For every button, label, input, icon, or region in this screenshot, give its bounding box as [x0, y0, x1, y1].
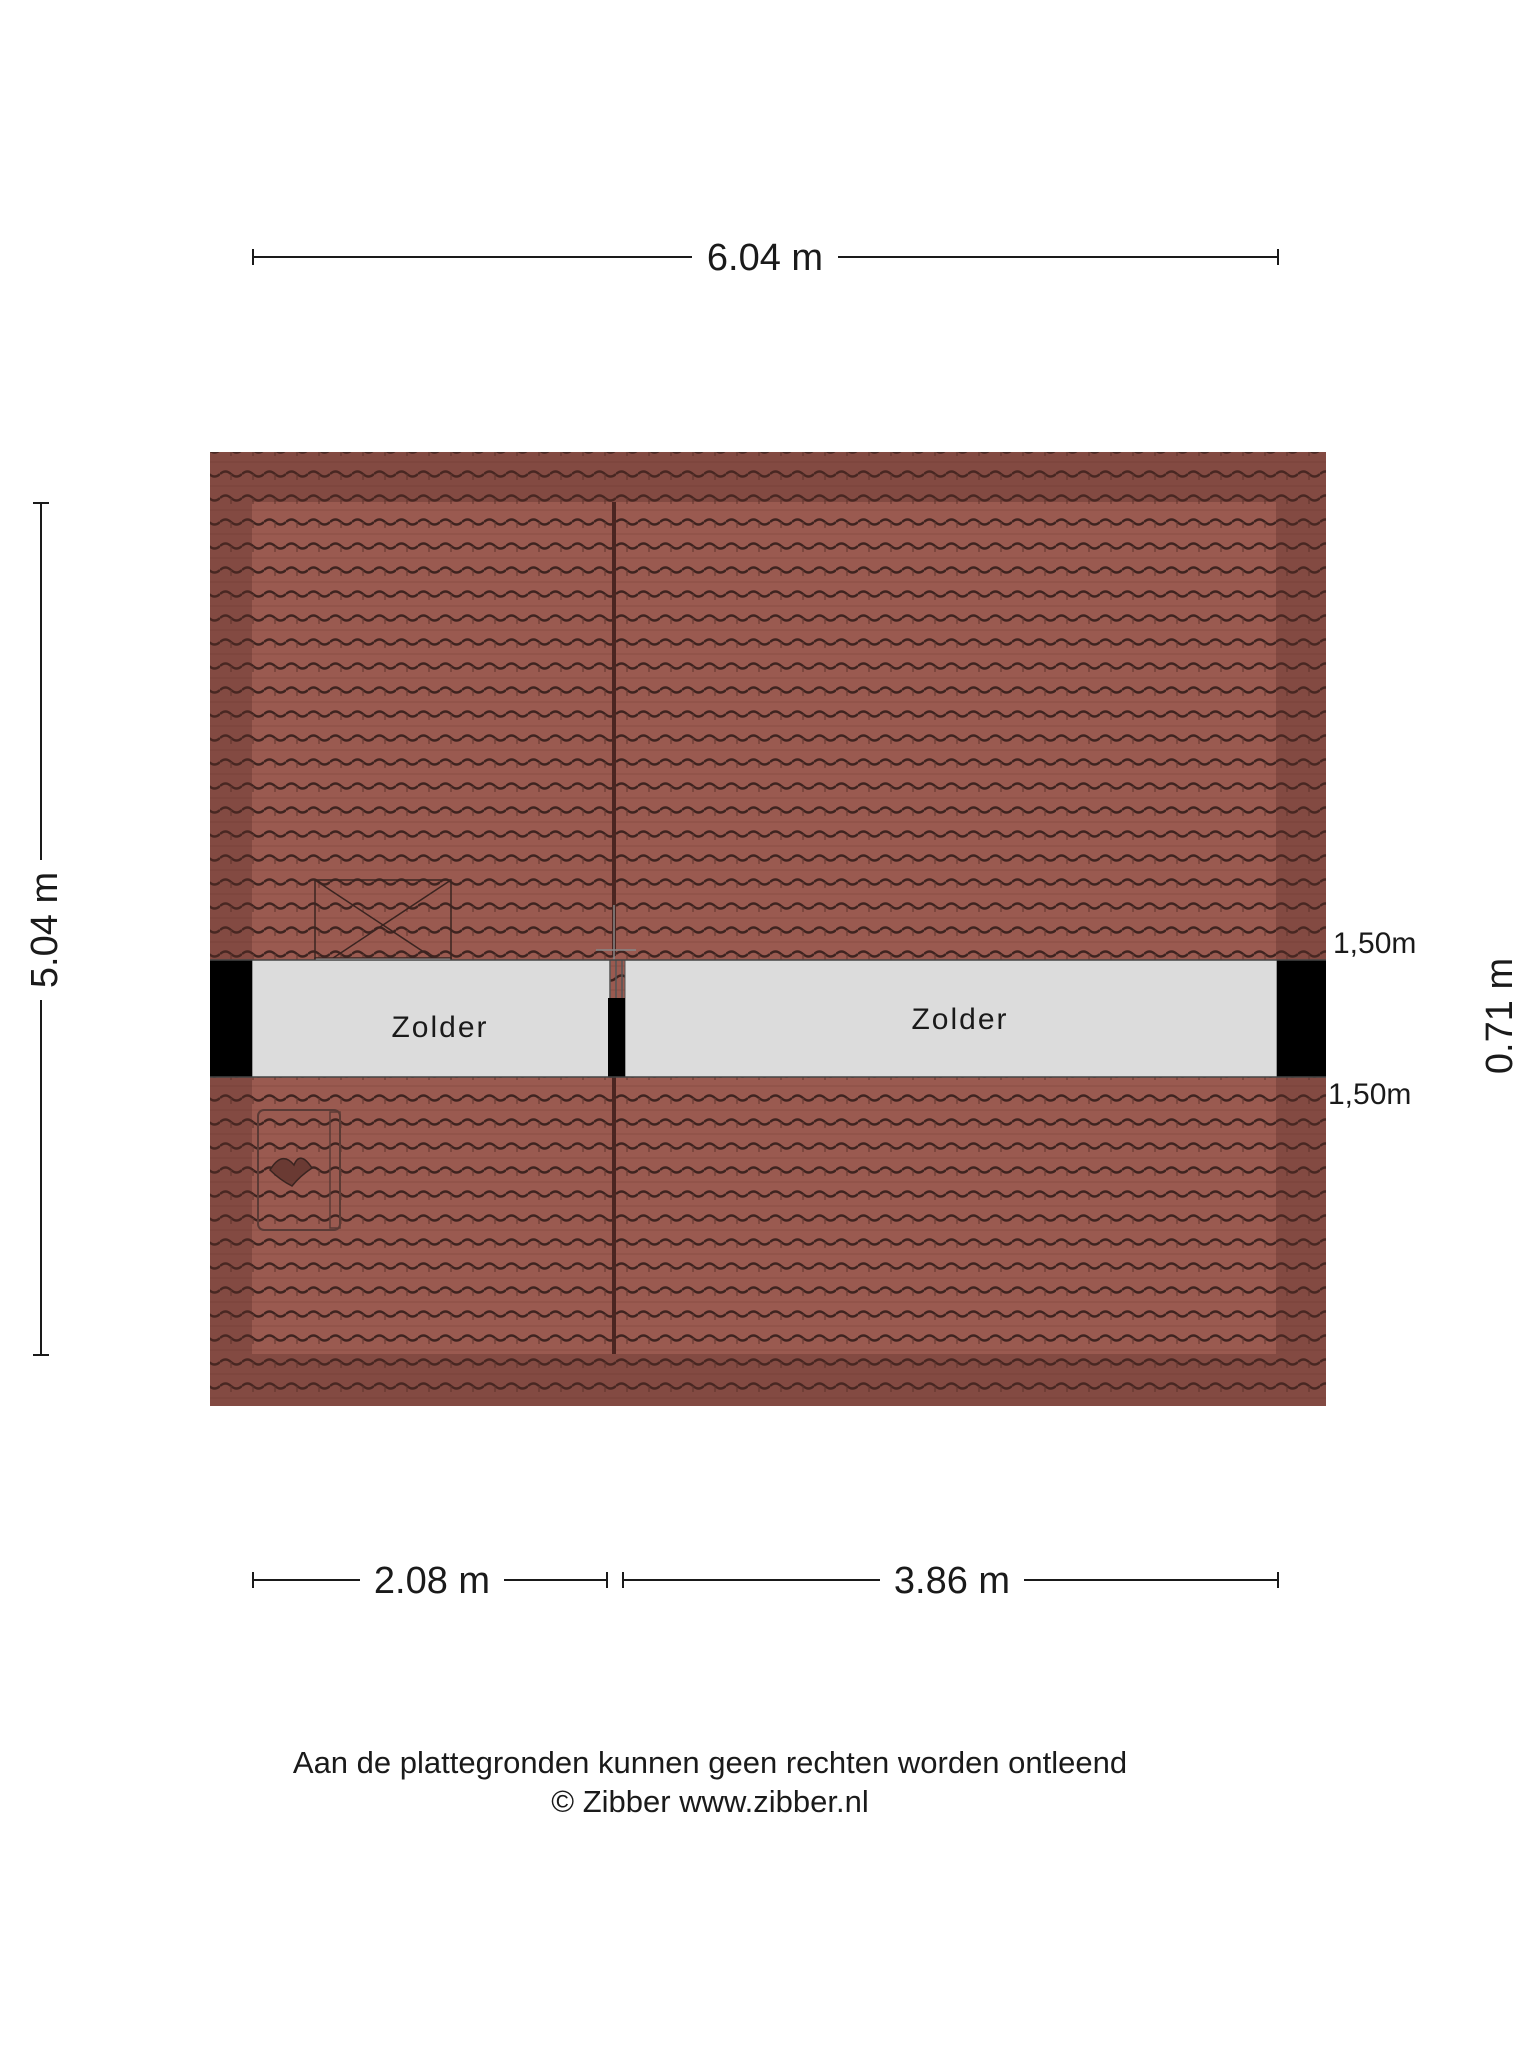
- dimension-bottom-right-label: 3.86 m: [893, 1560, 1011, 1602]
- copyright-text: © Zibber www.zibber.nl: [551, 1784, 869, 1819]
- dimension-bottom-left-label: 2.08 m: [373, 1560, 491, 1602]
- dimension-top-label: 6.04 m: [706, 237, 824, 279]
- dimension-top: [253, 237, 1278, 279]
- roof-edge-band-right: [1276, 502, 1326, 1354]
- wall-left-end: [210, 960, 252, 1077]
- disclaimer-text: Aan de plattegronden kunnen geen rechten worden ontleend: [292, 1745, 1128, 1780]
- dimension-left-label: 5.04 m: [24, 871, 66, 989]
- dimension-bottom-right: [623, 1560, 1278, 1602]
- wall-right-end: [1277, 960, 1326, 1077]
- dimension-right-label: 0.71 m: [1479, 957, 1521, 1075]
- partition-wall: [608, 998, 625, 1077]
- roof-edge-band-left: [210, 502, 252, 1354]
- room-label-left: Zolder: [391, 1011, 489, 1044]
- room-label-right: Zolder: [911, 1003, 1009, 1036]
- roof-edge-band-top: [210, 452, 1326, 502]
- height-marker-bottom: 1,50m: [1328, 1078, 1412, 1111]
- dimension-bottom-left: [253, 1560, 607, 1602]
- roof-edge-band-bottom: [210, 1354, 1326, 1406]
- dimension-left: [24, 503, 66, 1355]
- height-marker-top: 1,50m: [1333, 927, 1417, 960]
